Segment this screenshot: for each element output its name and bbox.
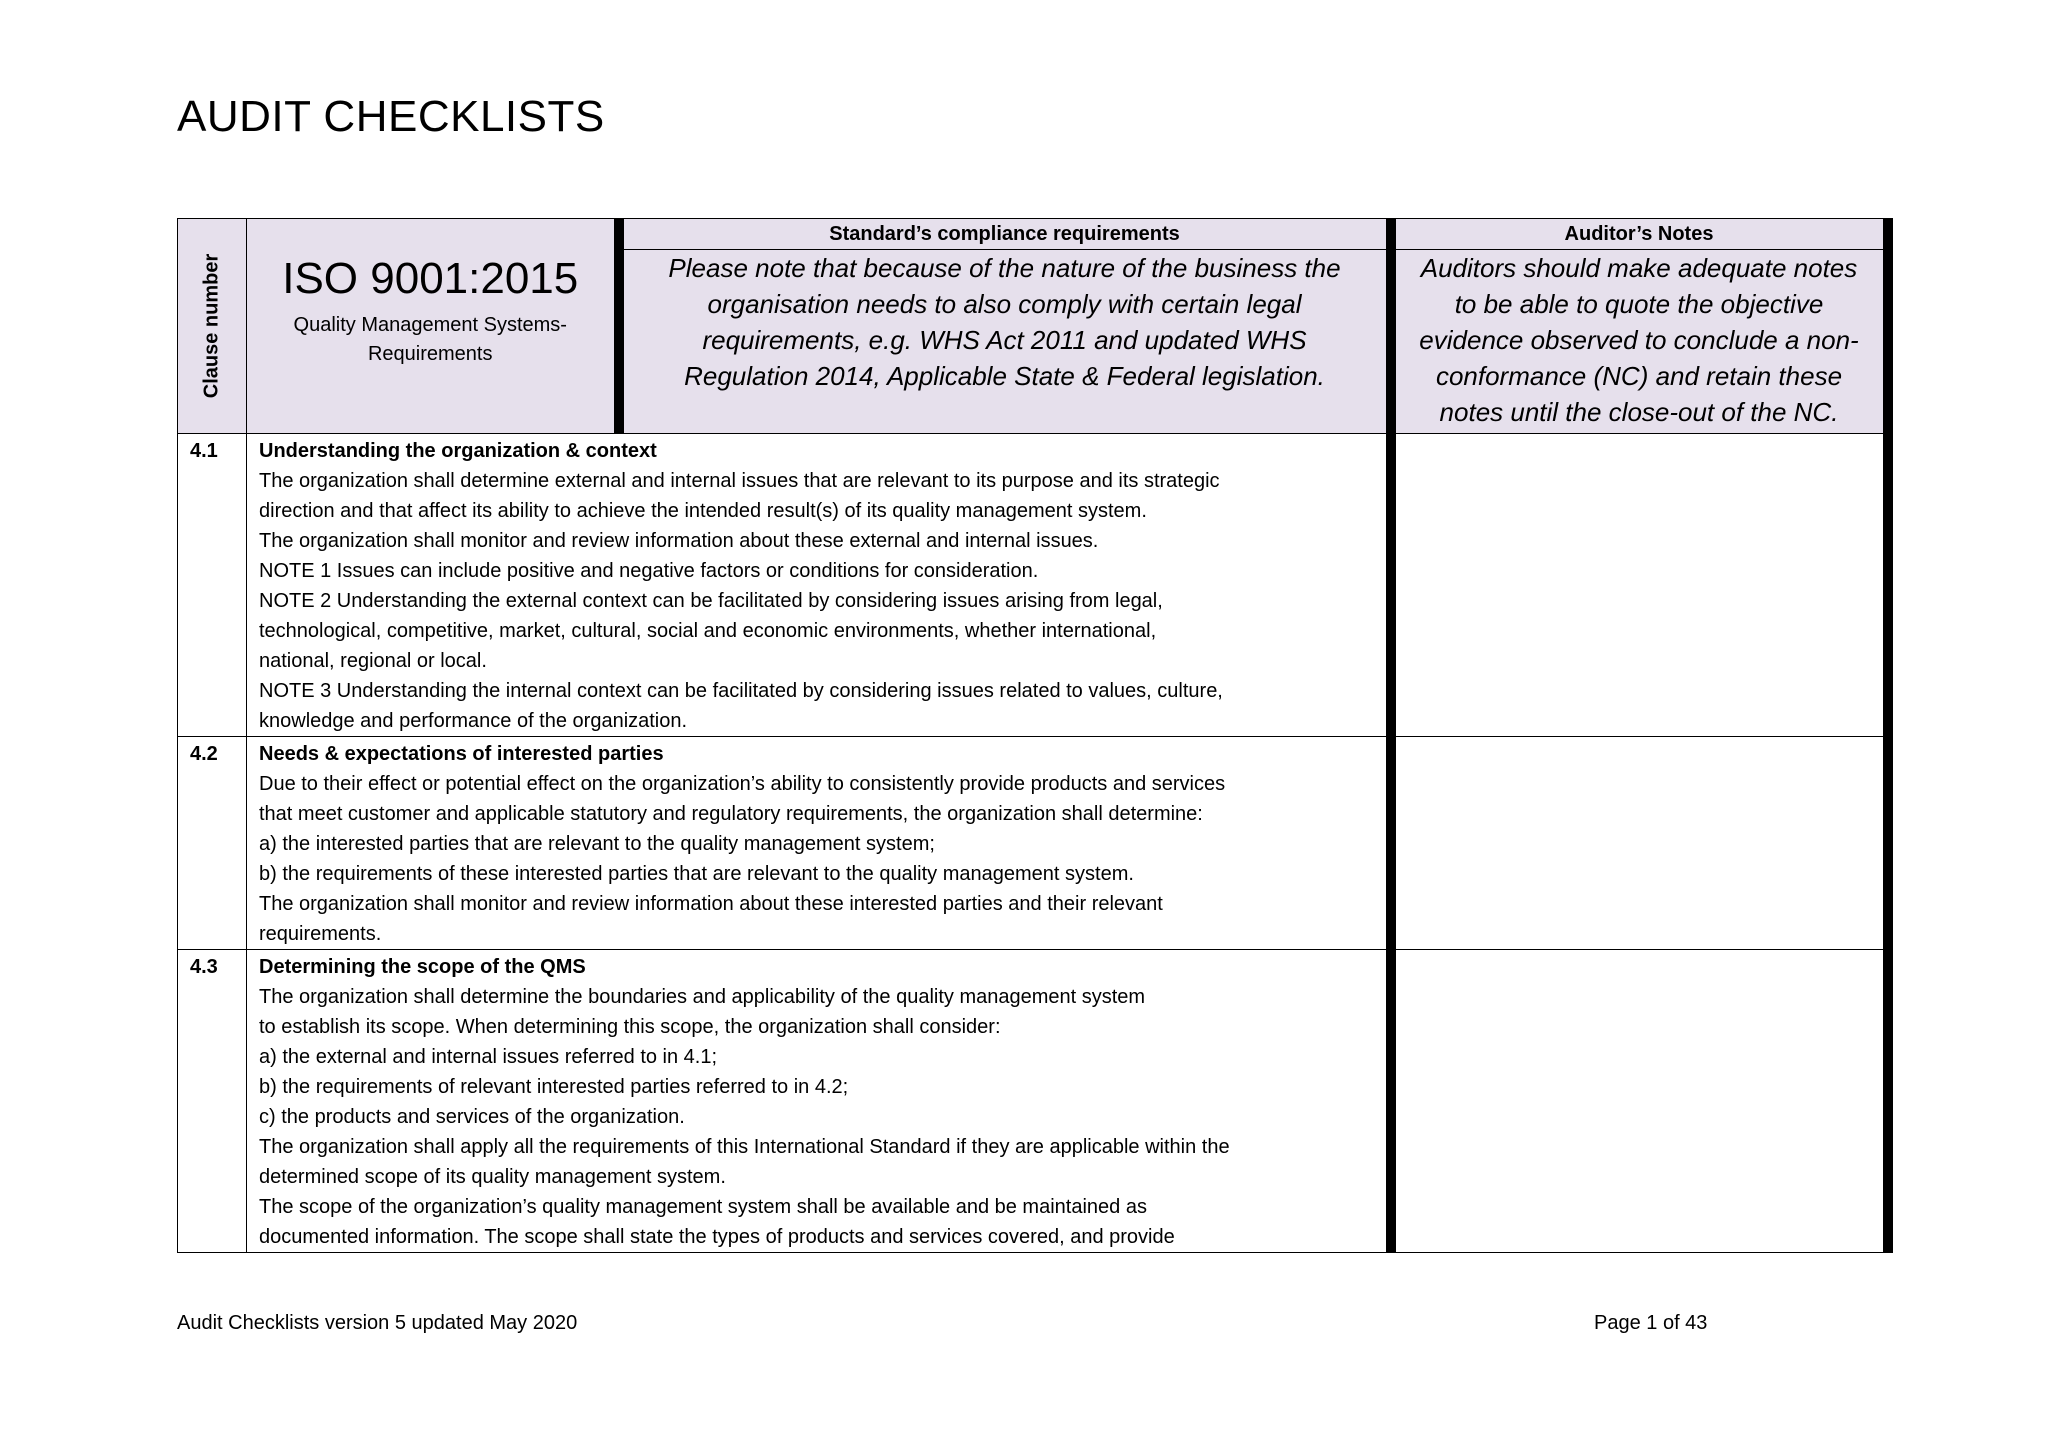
clause-number: 4.2 xyxy=(178,737,247,950)
footer-version: Audit Checklists version 5 updated May 2020 xyxy=(177,1312,578,1334)
auditor-note-line: notes until the close-out of the NC. xyxy=(1439,397,1839,427)
clause-text-line: to establish its scope. When determining this scope, the organization shall consider: xyxy=(259,1016,1001,1038)
clause-text-line: The organization shall determine external and internal issues that are relevant to its purpose and its strategic xyxy=(259,470,1220,492)
clause-text-line: technological, competitive, market, cultural, social and economic environments, whether international, xyxy=(259,620,1157,642)
requirements-note xyxy=(619,250,1391,434)
clause-text-line: a) the external and internal issues referred to in 4.1; xyxy=(259,1046,718,1068)
clause-text-line: knowledge and performance of the organization. xyxy=(259,710,688,732)
standard-header xyxy=(247,219,619,434)
clause-title: Needs & expectations of interested parties xyxy=(259,743,664,765)
clause-text-line: a) the interested parties that are relevant to the quality management system; xyxy=(259,833,935,855)
requirements-column-header: Standard’s compliance requirements xyxy=(619,219,1391,250)
requirements-note-line: Regulation 2014, Applicable State & Federal legislation. xyxy=(684,361,1325,391)
clause-number: 4.3 xyxy=(178,950,247,1253)
clause-title: Determining the scope of the QMS xyxy=(259,956,586,978)
table-row xyxy=(178,434,1888,737)
clause-text-line: c) the products and services of the organization. xyxy=(259,1106,685,1128)
standard-subtitle-line1: Quality Management Systems- xyxy=(293,314,567,337)
requirements-note-line: requirements, e.g. WHS Act 2011 and updated WHS xyxy=(702,325,1307,355)
clause-text-line: NOTE 3 Understanding the internal context can be facilitated by considering issues related to values, culture, xyxy=(259,680,1223,702)
clause-number-header xyxy=(178,219,247,434)
audit-checklist-table xyxy=(177,218,1893,1253)
clause-text-line: The organization shall monitor and review information about these external and internal issues. xyxy=(259,530,1099,552)
auditor-note xyxy=(1391,250,1888,434)
clause-text-line: direction and that affect its ability to achieve the intended result(s) of its quality management system. xyxy=(259,500,1147,522)
clause-text-line: Due to their effect or potential effect on the organization’s ability to consistently provide products and services xyxy=(259,773,1226,795)
auditor-notes-cell[interactable] xyxy=(1391,950,1888,1253)
clause-text-line: The scope of the organization’s quality management system shall be available and be maintained as xyxy=(259,1196,1147,1218)
document-title: AUDIT CHECKLISTS xyxy=(177,92,605,141)
clause-text-line: documented information. The scope shall state the types of products and services covered, and provide xyxy=(259,1226,1175,1248)
clause-content xyxy=(247,434,1391,737)
auditor-note-line: to be able to quote the objective xyxy=(1454,289,1824,319)
table-row xyxy=(178,950,1888,1253)
clause-text-line: b) the requirements of these interested parties that are relevant to the quality management system. xyxy=(259,863,1134,885)
auditor-note-line: conformance (NC) and retain these xyxy=(1435,361,1843,391)
requirements-note-line: Please note that because of the nature of the business the xyxy=(668,253,1341,283)
clause-text-line: national, regional or local. xyxy=(259,650,487,672)
clause-number-label: Clause number xyxy=(200,253,223,399)
auditor-notes-cell[interactable] xyxy=(1391,737,1888,950)
clause-text-line: NOTE 1 Issues can include positive and negative factors or conditions for consideration. xyxy=(259,560,1039,582)
clause-content xyxy=(247,737,1391,950)
audit-checklist-frame xyxy=(177,218,1887,1247)
clause-number: 4.1 xyxy=(178,434,247,737)
auditor-note-line: Auditors should make adequate notes xyxy=(1420,253,1858,283)
requirements-note-line: organisation needs to also comply with certain legal xyxy=(707,289,1302,319)
standard-name: ISO 9001:2015 xyxy=(282,254,579,303)
clause-text-line: The organization shall apply all the requirements of this International Standard if they are applicable within the xyxy=(259,1136,1230,1158)
table-row xyxy=(178,737,1888,950)
clause-title: Understanding the organization & context xyxy=(259,440,657,462)
auditor-notes-column-header: Auditor’s Notes xyxy=(1391,219,1888,250)
clause-text-line: requirements. xyxy=(259,923,382,945)
auditor-note-line: evidence observed to conclude a non- xyxy=(1419,325,1859,355)
clause-text-line: The organization shall determine the boundaries and applicability of the quality management system xyxy=(259,986,1146,1008)
clause-content xyxy=(247,950,1391,1253)
clause-text-line: determined scope of its quality management system. xyxy=(259,1166,726,1188)
footer-page-number: Page 1 of 43 xyxy=(1594,1312,1708,1334)
clause-text-line: The organization shall monitor and review information about these interested parties and their relevant xyxy=(259,893,1163,915)
clause-text-line: NOTE 2 Understanding the external context can be facilitated by considering issues arising from legal, xyxy=(259,590,1163,612)
standard-subtitle-line2: Requirements xyxy=(367,343,493,366)
clause-text-line: b) the requirements of relevant interested parties referred to in 4.2; xyxy=(259,1076,849,1098)
clause-text-line: that meet customer and applicable statutory and regulatory requirements, the organization shall determine: xyxy=(259,803,1203,825)
auditor-notes-cell[interactable] xyxy=(1391,434,1888,737)
